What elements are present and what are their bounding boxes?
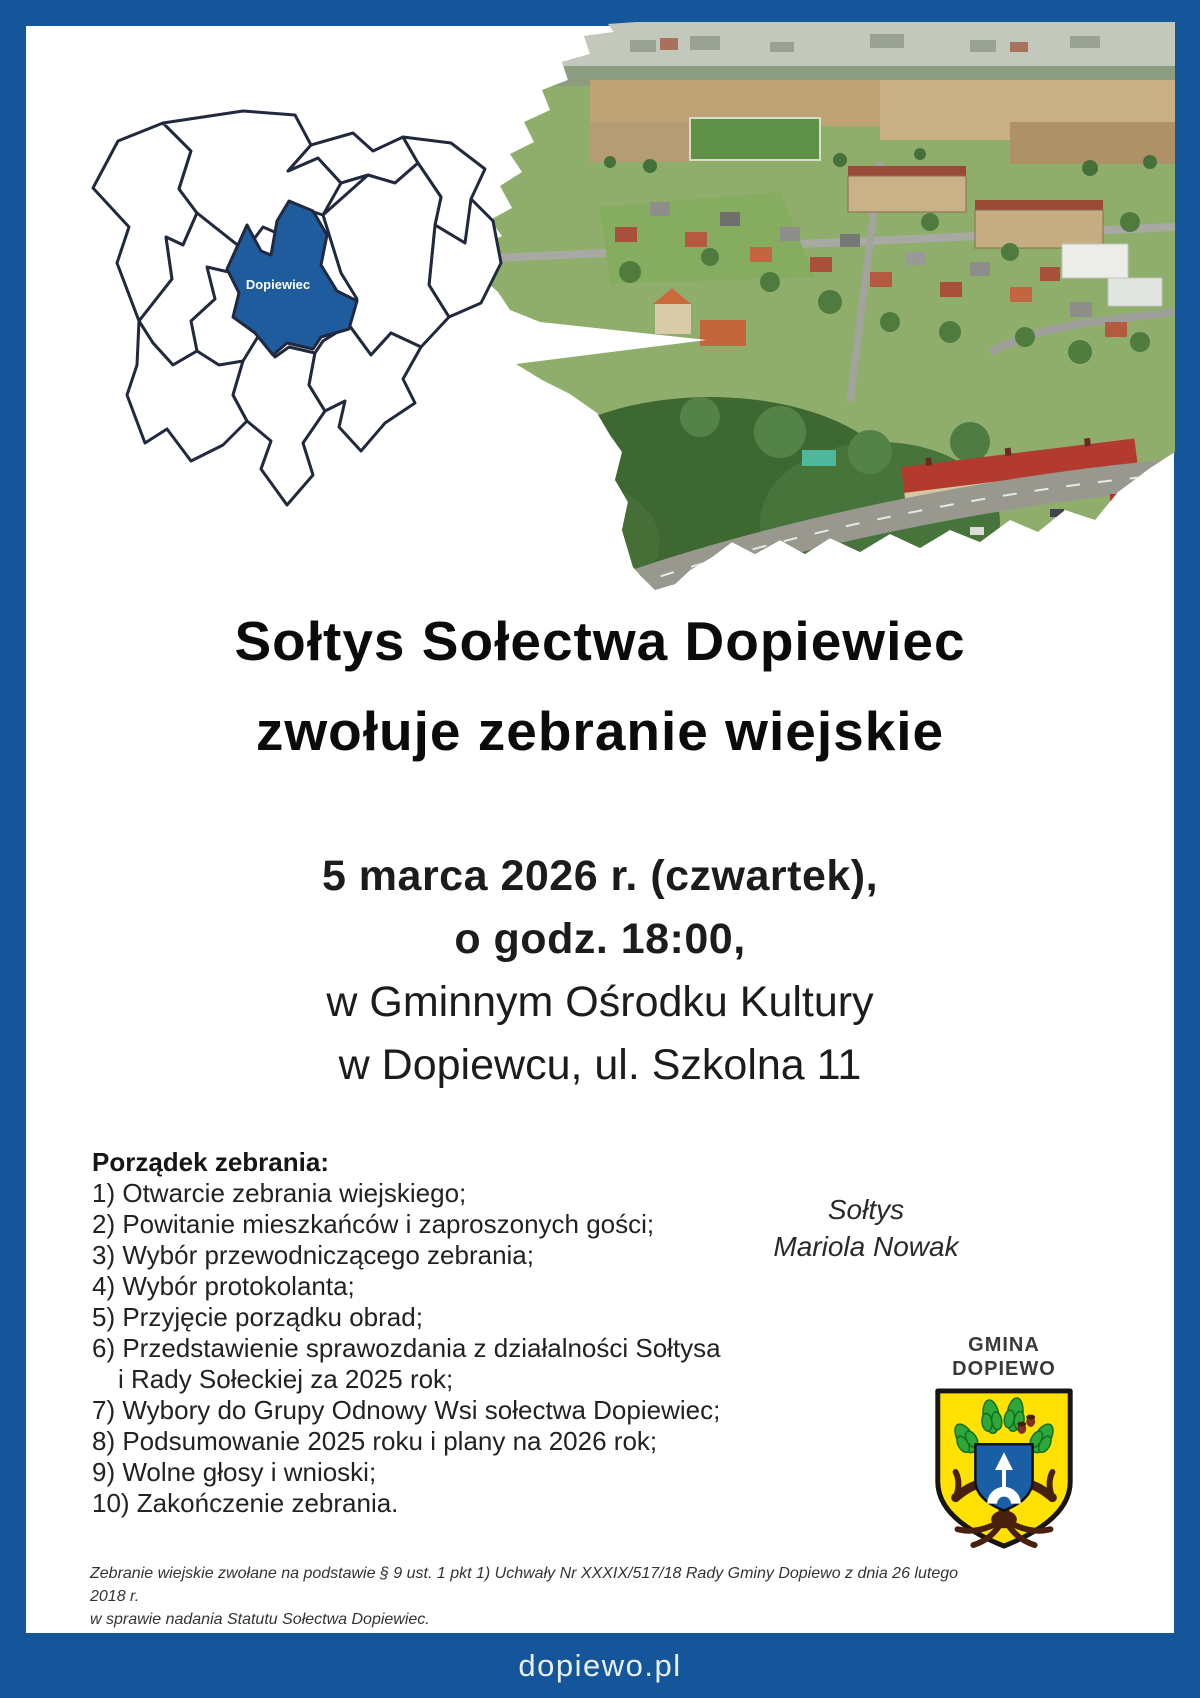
signature-role: Sołtys — [827, 1194, 905, 1225]
signature-name: Mariola Nowak — [773, 1231, 959, 1262]
agenda-heading: Porządek zebrania: — [92, 1147, 329, 1177]
legal-note — [90, 1562, 990, 1631]
event-venue: w Gminnym Ośrodku Kultury — [326, 978, 874, 1026]
agenda-item: 9) Wolne głosy i wnioski; — [92, 1457, 377, 1487]
agenda-item: 7) Wybory do Grupy Odnowy Wsi sołectwa Dopiewiec; — [92, 1395, 721, 1425]
event-details — [0, 845, 1200, 1097]
event-time: o godz. 18:00, — [454, 915, 746, 963]
agenda-item-continued: i Rady Sołeckiej za 2025 rok; — [118, 1364, 454, 1394]
gmina-dopiewo-crest — [920, 1333, 1088, 1558]
agenda-item: 6) Przedstawienie sprawozdania z działalności Sołtysa — [92, 1333, 721, 1363]
title-line-1: Sołtys Sołectwa Dopiewiec — [234, 610, 966, 672]
signature — [716, 1191, 1016, 1265]
agenda-item: 8) Podsumowanie 2025 roku i plany na 2026 rok; — [92, 1426, 658, 1456]
footer-bar — [0, 1633, 1200, 1698]
aerial-photo-art — [450, 22, 1175, 597]
page-title — [0, 596, 1200, 776]
legal-line-1: Zebranie wiejskie zwołane na podstawie § 9 ust. 1 pkt 1) Uchwały Nr XXXIX/517/18 Rady Gminy Dopiewo z dnia 26 lutego 2018 r. — [90, 1565, 959, 1605]
legal-line-2: w sprawie nadania Statutu Sołectwa Dopiewiec. — [90, 1611, 430, 1628]
map-region — [233, 335, 325, 505]
agenda-item: 4) Wybór protokolanta; — [92, 1271, 355, 1301]
agenda-item: 3) Wybór przewodniczącego zebrania; — [92, 1240, 534, 1270]
aerial-photo — [450, 22, 1175, 597]
event-date: 5 marca 2026 r. (czwartek), — [321, 852, 879, 900]
agenda-item: 5) Przyjęcie porządku obrad; — [92, 1302, 423, 1332]
agenda — [92, 1147, 752, 1519]
municipality-map — [73, 103, 503, 508]
map-label-dopiewiec: Dopiewiec — [245, 277, 311, 292]
crest-caption: GMINA DOPIEWO — [952, 1334, 1056, 1380]
agenda-item: 2) Powitanie mieszkańców i zaproszonych gości; — [92, 1209, 655, 1239]
crest-shield-icon — [929, 1385, 1079, 1553]
agenda-item: 10) Zakończenie zebrania. — [92, 1488, 399, 1518]
title-line-2: zwołuje zebranie wiejskie — [255, 700, 945, 762]
footer-site: dopiewo.pl — [518, 1647, 682, 1683]
event-address: w Dopiewcu, ul. Szkolna 11 — [338, 1041, 862, 1089]
agenda-item: 1) Otwarcie zebrania wiejskiego; — [92, 1178, 467, 1208]
